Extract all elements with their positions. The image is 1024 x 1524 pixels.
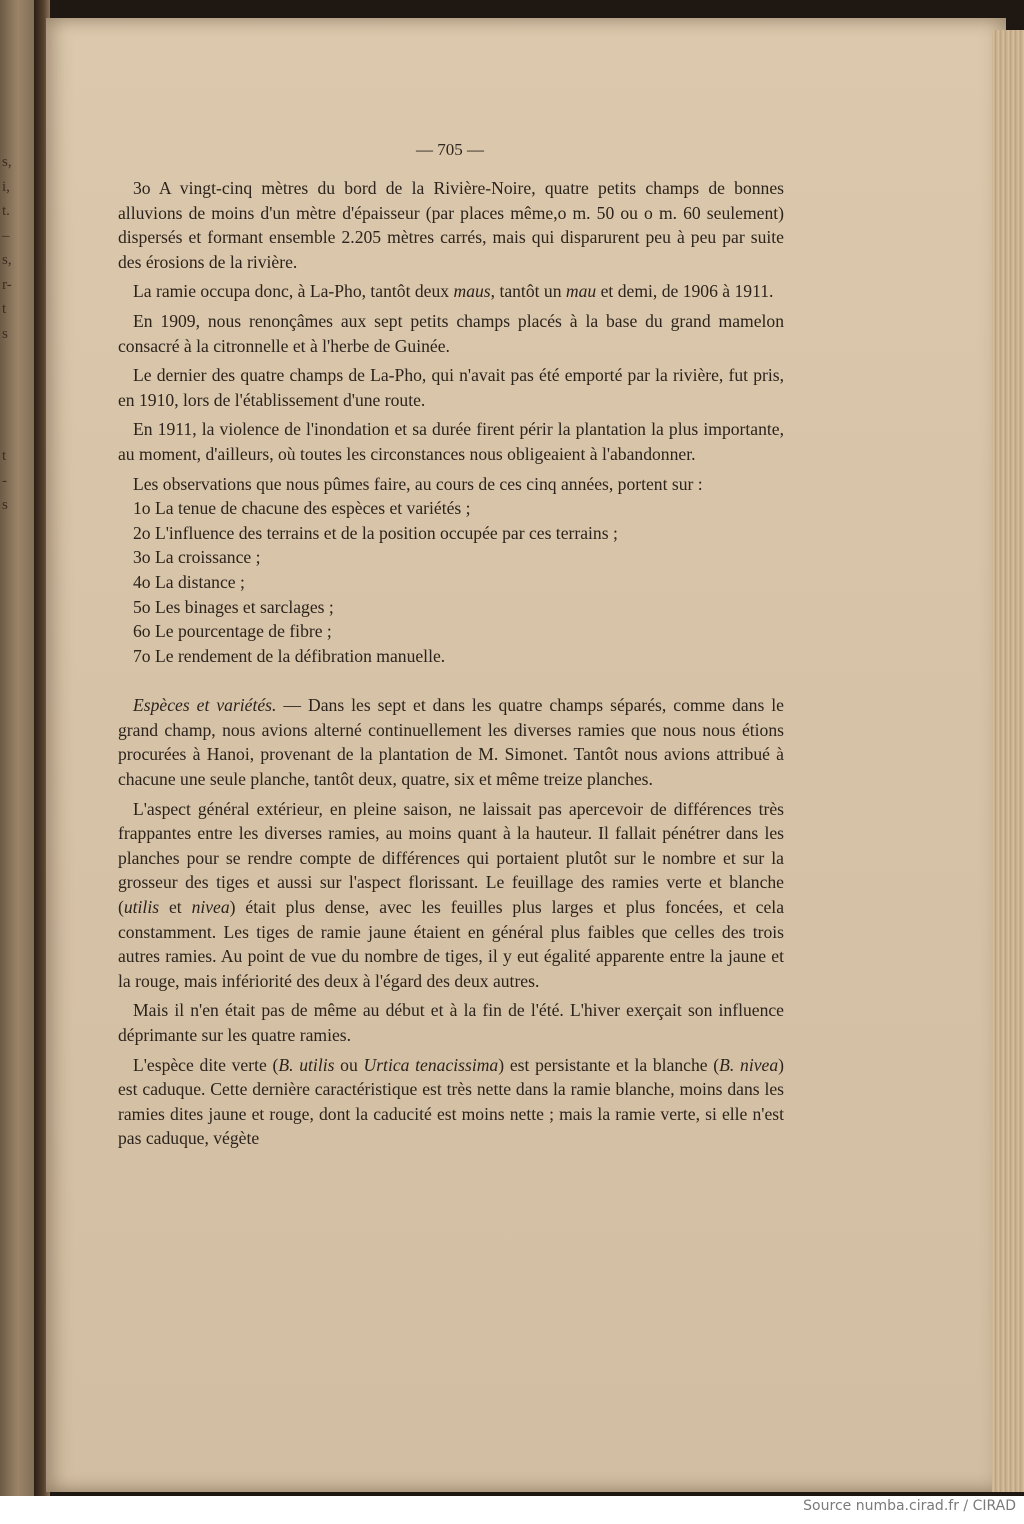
- previous-page-cut-letters: s, i, t. – s, r- t s t - s: [2, 154, 12, 513]
- page-stack-edge: [992, 30, 1024, 1492]
- page-number: — 705 —: [416, 140, 484, 159]
- term-urtica-tenacissima: Urtica tenacissima: [363, 1054, 499, 1075]
- list-item-5: 5o Les binages et sarclages ;: [133, 596, 334, 617]
- paragraph-6: Les observations que nous pûmes faire, au cours de ces cinq années, portent sur :: [133, 473, 703, 494]
- term-nivea: nivea: [191, 897, 230, 918]
- term-b-utilis: B. utilis: [278, 1054, 335, 1075]
- term-maus: maus: [453, 281, 491, 302]
- term-mau: mau: [565, 281, 597, 302]
- viewer-footer: [0, 1496, 1024, 1524]
- paragraph-4: Le dernier des quatre champs de La-Pho, qui n'avait pas été emporté par la rivière, fut pris, en 1910, lors de l'établissement d'une route.: [118, 365, 784, 410]
- paragraph-9: Mais il n'en était pas de même au début et à la fin de l'été. L'hiver exerçait son influence déprimante sur les quatre ramies.: [118, 1000, 784, 1045]
- term-b-nivea: B. nivea: [719, 1054, 779, 1075]
- paragraph-5: En 1911, la violence de l'inondation et sa durée firent périr la plantation la plus importante, au moment, d'ailleurs, où toutes les circonstances nous obligeaient à l'abandonner.: [118, 419, 784, 464]
- list-item-7: 7o Le rendement de la défibration manuelle.: [133, 645, 446, 666]
- paragraph-10-text-d: ) est caduque. Cette dernière caractéristique est très nette dans la ramie blanche, moins dans les ramies dites jaune et rouge, dont la caducité est moins nette ; mais la ramie verte, si elle n'est pas caduque, végète: [118, 1054, 784, 1149]
- term-utilis: utilis: [123, 897, 160, 918]
- paragraph-2-text-b: , tantôt un: [490, 281, 566, 302]
- list-item-4: 4o La distance ;: [133, 571, 245, 592]
- paragraph-8-text-b: et: [159, 897, 192, 918]
- section-paragraph-text: — Dans les sept et dans les quatre champs séparés, comme dans le grand champ, nous avions alterné continuellement les diverses ramies que nous nous étions procurées à Hanoi, provenant de la plantation de M. Simonet. Tantôt nous avions attribué à chacune une seule planche, tantôt deux, quatre, six et même treize planches.: [118, 695, 784, 790]
- paragraph-2-text-a: La ramie occupa donc, à La-Pho, tantôt deux: [133, 281, 454, 302]
- body-text: [118, 176, 784, 1151]
- paragraph-8-text-a: L'aspect général extérieur, en pleine saison, ne laissait pas apercevoir de différences très frappantes entre les diverses ramies, au moins quant à la hauteur. Il fallait pénétrer dans les planches pour se rendre compte de différences qui portaient plutôt sur le nombre et sur la grosseur des tiges et aussi sur l'aspect florissant. Le feuillage des ramies verte et blanche (: [118, 798, 784, 918]
- source-credit: Source numba.cirad.fr / CIRAD: [803, 1498, 1016, 1514]
- paragraph-10-text-b: ou: [334, 1054, 364, 1075]
- paragraph-10-text-a: L'espèce dite verte (: [133, 1054, 279, 1075]
- list-item-3: 3o La croissance ;: [133, 547, 261, 568]
- list-item-1: 1o La tenue de chacune des espèces et variétés ;: [133, 498, 471, 519]
- paragraph-1: 3o A vingt-cinq mètres du bord de la Rivière-Noire, quatre petits champs de bonnes alluvions de moins d'un mètre d'épaisseur (par places même,o m. 50 ou o m. 60 seulement) dispersés et formant ensemble 2.205 mètres carrés, mais qui disparurent peu à peu par suite des érosions de la rivière.: [118, 178, 784, 272]
- list-item-6: 6o Le pourcentage de fibre ;: [133, 621, 332, 642]
- paragraph-10-text-c: ) est persistante et la blanche (: [498, 1054, 720, 1075]
- list-item-2: 2o L'influence des terrains et de la position occupée par ces terrains ;: [133, 522, 618, 543]
- paragraph-8: [118, 797, 784, 994]
- paragraph-2-text-c: et demi, de 1906 à 1911.: [596, 281, 774, 302]
- paragraph-10: [118, 1053, 784, 1151]
- paragraph-2: [118, 279, 784, 304]
- paragraph-8-text-c: ) était plus dense, avec les feuilles plus larges et plus foncées, et cela constamment. Les tiges de ramie jaune étaient en général plus faibles que celles des trois autres ramies. Au point de vue du nombre de tiges, il y eut égalité apparente entre la jaune et la rouge, mais infériorité des deux à l'égard des deux autres.: [118, 897, 784, 991]
- paragraph-3: En 1909, nous renonçâmes aux sept petits champs placés à la base du grand mamelon consacré à la citronnelle et à l'herbe de Guinée.: [118, 310, 784, 356]
- section-paragraph-especes: [118, 693, 784, 791]
- section-heading: Espèces et variétés.: [133, 695, 277, 716]
